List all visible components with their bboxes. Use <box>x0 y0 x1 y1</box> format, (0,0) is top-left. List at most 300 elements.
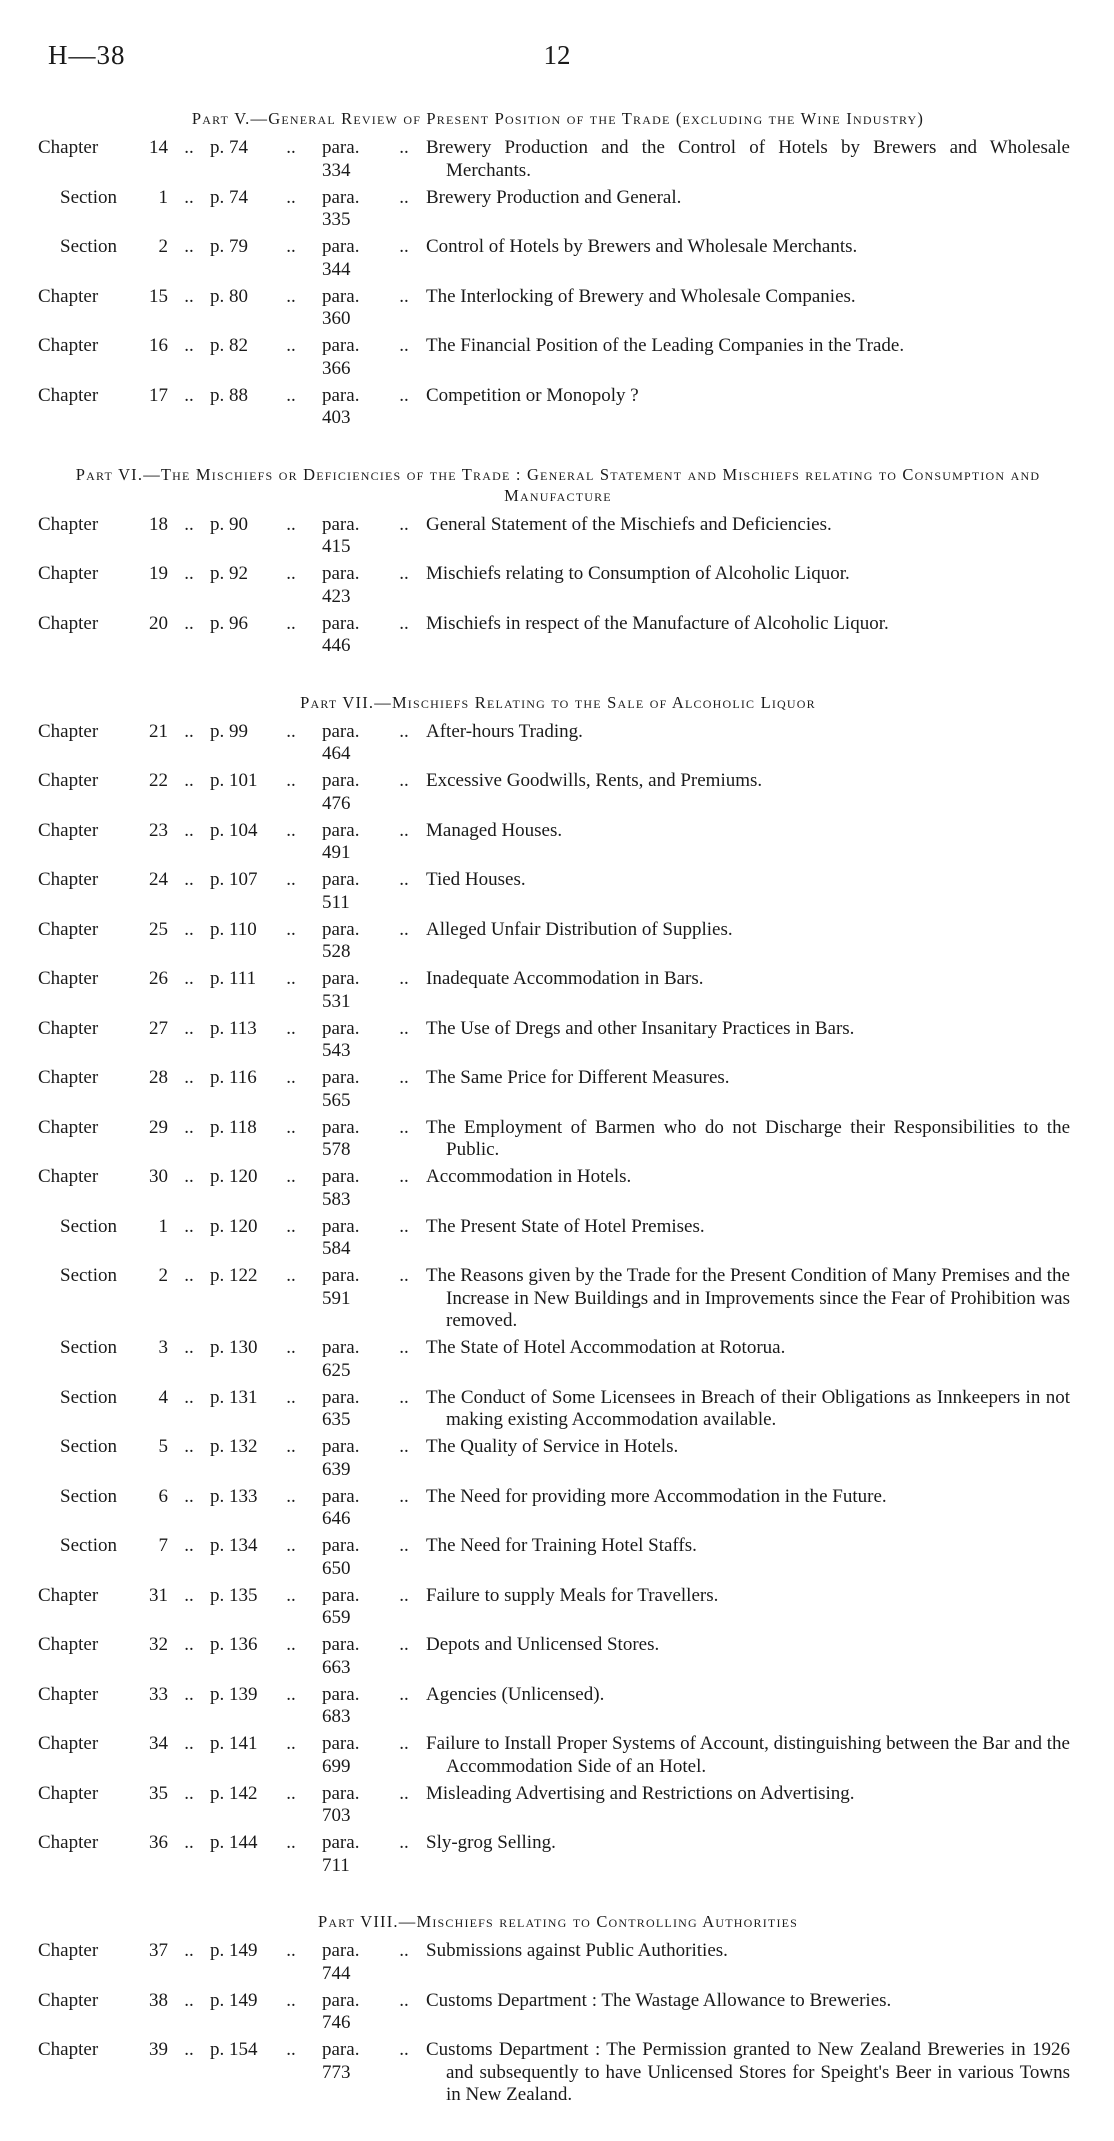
para-reference <box>322 869 382 914</box>
leader-dots: .. <box>399 819 409 841</box>
page-label: p. <box>210 1166 225 1187</box>
entry-title: After-hours Trading. <box>426 720 583 742</box>
para-reference <box>322 1018 382 1063</box>
entry-title: The Reasons given by the Trade for the Present Condition of Many Premises and the Increase in New Buildings and in Improvements since the Fear of Prohibition was removed. <box>426 1265 1070 1331</box>
chapter-entry <box>38 1733 1078 1778</box>
para-value: 584 <box>322 1238 351 1259</box>
page-reference <box>210 385 260 430</box>
entry-title: The Need for providing more Accommodation in the Future. <box>426 1485 887 1507</box>
para-reference <box>322 563 382 608</box>
chapter-entry <box>38 2039 1078 2107</box>
para-reference <box>322 286 382 331</box>
entry-title: Mischiefs relating to Consumption of Alcoholic Liquor. <box>426 563 850 584</box>
para-label: para. <box>322 513 360 535</box>
section-entry <box>38 1265 1078 1333</box>
page-label: p. <box>210 1940 225 1961</box>
leader-dots: .. <box>184 236 194 257</box>
para-value: 366 <box>322 357 351 379</box>
entry-number: 30 <box>149 1166 168 1187</box>
page-reference <box>210 1634 260 1679</box>
page-value: 74 <box>229 186 248 208</box>
para-label: para. <box>322 563 360 584</box>
page-label: p. <box>210 968 225 989</box>
leader-dots: .. <box>399 384 409 406</box>
chapter-entry <box>38 721 1078 766</box>
leader-dots: .. <box>399 1584 409 1606</box>
page-reference <box>210 1783 260 1828</box>
entry-number: 34 <box>149 1733 168 1754</box>
leader-dots: .. <box>184 819 194 841</box>
leader-dots: .. <box>399 1634 409 1655</box>
para-reference <box>322 1436 382 1481</box>
leader-dots: .. <box>286 1634 296 1655</box>
page-value: 132 <box>229 1436 258 1457</box>
part-section <box>38 1911 1078 2107</box>
page-value: 136 <box>229 1634 258 1655</box>
page-value: 107 <box>229 869 258 890</box>
leader-dots: .. <box>286 819 296 841</box>
page-label: p. <box>210 1683 225 1705</box>
leader-dots: .. <box>399 869 409 890</box>
para-value: 511 <box>322 891 350 913</box>
para-value: 491 <box>322 842 351 863</box>
leader-dots: .. <box>399 513 409 535</box>
leader-dots: .. <box>184 918 194 940</box>
leader-dots: .. <box>286 285 296 307</box>
leader-dots: .. <box>286 1116 296 1138</box>
para-reference <box>322 2039 382 2107</box>
entry-number: 19 <box>149 563 168 584</box>
page-value: 130 <box>229 1337 258 1358</box>
page-value: 118 <box>229 1116 257 1138</box>
entry-number: 6 <box>158 1485 168 1507</box>
leader-dots: .. <box>286 1733 296 1754</box>
para-reference <box>322 1684 382 1729</box>
para-reference <box>322 1940 382 1985</box>
entry-number: 33 <box>149 1683 168 1705</box>
chapter-entry <box>38 968 1078 1013</box>
entry-number: 29 <box>149 1116 168 1138</box>
part-heading: Part VI.—The Mischiefs or Deficiencies of the Trade : General Statement and Mischiefs relating to Consumption and Manufacture <box>75 464 1041 505</box>
leader-dots: .. <box>286 1337 296 1358</box>
page-value: 90 <box>229 513 248 535</box>
page-value: 120 <box>229 1166 258 1187</box>
leader-dots: .. <box>399 2039 409 2060</box>
entry-title: Customs Department : The Wastage Allowance to Breweries. <box>426 1989 892 2011</box>
page-value: 142 <box>229 1782 258 1804</box>
entry-kind: Section <box>60 1337 117 1358</box>
page-value: 139 <box>229 1683 258 1705</box>
leader-dots: .. <box>399 1832 409 1853</box>
leader-dots: .. <box>399 563 409 584</box>
page-reference <box>210 1535 260 1580</box>
entry-number: 25 <box>149 918 168 940</box>
leader-dots: .. <box>286 137 296 158</box>
para-label: para. <box>322 384 360 406</box>
entry-title: The Need for Training Hotel Staffs. <box>426 1535 697 1556</box>
entry-kind: Chapter <box>38 1017 99 1039</box>
leader-dots: .. <box>286 1485 296 1507</box>
para-label: para. <box>322 1832 360 1853</box>
entry-title: Mischiefs in respect of the Manufacture of Alcoholic Liquor. <box>426 612 889 634</box>
entry-kind: Chapter <box>38 612 99 634</box>
para-label: para. <box>322 918 360 940</box>
para-reference <box>322 1166 382 1211</box>
entry-kind: Chapter <box>38 770 99 791</box>
entry-number: 24 <box>149 869 168 890</box>
para-label: para. <box>322 1067 360 1088</box>
entry-kind: Chapter <box>38 1584 99 1606</box>
page-label: p. <box>210 770 225 791</box>
chapter-entry <box>38 514 1078 559</box>
page-label: p. <box>210 720 225 742</box>
para-value: 650 <box>322 1557 351 1579</box>
leader-dots: .. <box>286 1386 296 1408</box>
chapter-entry <box>38 1783 1078 1828</box>
page-label: p. <box>210 1265 225 1286</box>
para-label: para. <box>322 1485 360 1507</box>
para-reference <box>322 919 382 964</box>
page-reference <box>210 919 260 964</box>
entry-number: 27 <box>149 1017 168 1039</box>
para-reference <box>322 1733 382 1778</box>
para-value: 683 <box>322 1706 351 1727</box>
entry-number: 3 <box>158 1337 168 1358</box>
page-label: p. <box>210 1337 225 1358</box>
page-reference <box>210 563 260 608</box>
para-label: para. <box>322 236 360 257</box>
leader-dots: .. <box>399 1215 409 1237</box>
page-reference <box>210 869 260 914</box>
section-entry <box>38 236 1078 281</box>
entry-number: 22 <box>149 770 168 791</box>
entry-kind: Chapter <box>38 1683 99 1705</box>
para-reference <box>322 1265 382 1333</box>
leader-dots: .. <box>399 1733 409 1754</box>
page-value: 111 <box>229 968 257 989</box>
leader-dots: .. <box>184 770 194 791</box>
para-label: para. <box>322 1166 360 1187</box>
leader-dots: .. <box>399 612 409 634</box>
page-value: 82 <box>229 335 248 356</box>
leader-dots: .. <box>399 1535 409 1556</box>
leader-dots: .. <box>184 1683 194 1705</box>
page-label: p. <box>210 1535 225 1556</box>
entry-number: 39 <box>149 2039 168 2060</box>
page-reference <box>210 1684 260 1729</box>
para-label: para. <box>322 335 360 356</box>
page-label: p. <box>210 612 225 634</box>
para-label: para. <box>322 1782 360 1804</box>
para-label: para. <box>322 1337 360 1358</box>
page-reference <box>210 1337 260 1382</box>
leader-dots: .. <box>184 968 194 989</box>
para-label: para. <box>322 1634 360 1655</box>
leader-dots: .. <box>286 968 296 989</box>
section-entry <box>38 1436 1078 1481</box>
leader-dots: .. <box>399 1116 409 1138</box>
leader-dots: .. <box>286 612 296 634</box>
chapter-entry <box>38 563 1078 608</box>
entry-number: 36 <box>149 1832 168 1853</box>
entry-kind: Chapter <box>38 1733 99 1754</box>
para-reference <box>322 721 382 766</box>
para-label: para. <box>322 285 360 307</box>
page-label: p. <box>210 1485 225 1507</box>
page-reference <box>210 1265 260 1333</box>
para-value: 583 <box>322 1188 351 1210</box>
page-reference <box>210 968 260 1013</box>
leader-dots: .. <box>286 1017 296 1039</box>
leader-dots: .. <box>286 770 296 791</box>
page-reference <box>210 1585 260 1630</box>
document-reference: H—38 <box>48 40 126 70</box>
page-reference <box>210 613 260 658</box>
page-value: 134 <box>229 1535 258 1556</box>
page-label: p. <box>210 1017 225 1039</box>
leader-dots: .. <box>184 1940 194 1961</box>
chapter-entry <box>38 1832 1078 1877</box>
leader-dots: .. <box>184 1989 194 2011</box>
page-value: 101 <box>229 770 258 791</box>
leader-dots: .. <box>184 1485 194 1507</box>
page-reference <box>210 1940 260 1985</box>
leader-dots: .. <box>184 869 194 890</box>
leader-dots: .. <box>399 335 409 356</box>
entry-number: 1 <box>158 186 168 208</box>
leader-dots: .. <box>184 563 194 584</box>
leader-dots: .. <box>184 1116 194 1138</box>
leader-dots: .. <box>399 1989 409 2011</box>
para-reference <box>322 1067 382 1112</box>
para-label: para. <box>322 1683 360 1705</box>
page-number: 12 <box>543 40 571 70</box>
leader-dots: .. <box>184 1067 194 1088</box>
chapter-entry <box>38 613 1078 658</box>
entry-title: Submissions against Public Authorities. <box>426 1940 728 1961</box>
page-reference <box>210 514 260 559</box>
entry-number: 7 <box>158 1535 168 1556</box>
entry-number: 37 <box>149 1940 168 1961</box>
page-label: p. <box>210 1832 225 1853</box>
para-value: 663 <box>322 1656 351 1678</box>
para-label: para. <box>322 1436 360 1457</box>
leader-dots: .. <box>184 1017 194 1039</box>
entry-title: Managed Houses. <box>426 819 563 841</box>
para-value: 476 <box>322 792 351 814</box>
chapter-entry <box>38 1990 1078 2035</box>
page-reference <box>210 1486 260 1531</box>
leader-dots: .. <box>184 720 194 742</box>
page-label: p. <box>210 1436 225 1457</box>
para-reference <box>322 1832 382 1877</box>
page-value: 92 <box>229 563 248 584</box>
entry-kind: Chapter <box>38 563 99 584</box>
table-of-contents <box>38 108 1078 2141</box>
chapter-entry <box>38 137 1078 182</box>
page-label: p. <box>210 384 225 406</box>
leader-dots: .. <box>184 137 194 158</box>
entry-kind: Chapter <box>38 819 99 841</box>
entry-kind: Chapter <box>38 1116 99 1138</box>
para-reference <box>322 613 382 658</box>
page-label: p. <box>210 819 225 841</box>
chapter-entry <box>38 1067 1078 1112</box>
para-label: para. <box>322 1535 360 1556</box>
entry-title: Customs Department : The Permission granted to New Zealand Breweries in 1926 and subsequently to have Unlicensed Stores for Speight's Beer in various Towns in New Zealand. <box>426 2039 1070 2105</box>
para-label: para. <box>322 1386 360 1408</box>
leader-dots: .. <box>399 968 409 989</box>
chapter-entry <box>38 286 1078 331</box>
leader-dots: .. <box>184 2039 194 2060</box>
page-reference <box>210 1166 260 1211</box>
chapter-entry <box>38 1940 1078 1985</box>
page-reference <box>210 187 260 232</box>
entry-title: Misleading Advertising and Restrictions on Advertising. <box>426 1782 855 1804</box>
para-reference <box>322 1337 382 1382</box>
entry-kind: Section <box>60 1535 117 1556</box>
leader-dots: .. <box>184 1386 194 1408</box>
leader-dots: .. <box>286 869 296 890</box>
entry-title: The Same Price for Different Measures. <box>426 1067 730 1088</box>
entry-number: 38 <box>149 1989 168 2011</box>
page-label: p. <box>210 236 225 257</box>
entry-title: Brewery Production and General. <box>426 186 682 208</box>
page-label: p. <box>210 513 225 535</box>
leader-dots: .. <box>286 384 296 406</box>
leader-dots: .. <box>286 1436 296 1457</box>
entry-title: Agencies (Unlicensed). <box>426 1683 605 1705</box>
entry-kind: Chapter <box>38 1067 99 1088</box>
part-section <box>38 464 1078 658</box>
entry-number: 35 <box>149 1782 168 1804</box>
entry-title: Accommodation in Hotels. <box>426 1166 632 1187</box>
section-entry <box>38 1535 1078 1580</box>
para-value: 464 <box>322 743 351 764</box>
chapter-entry <box>38 820 1078 865</box>
entry-title: Failure to supply Meals for Travellers. <box>426 1584 719 1606</box>
page-value: 80 <box>229 285 248 307</box>
para-reference <box>322 1585 382 1630</box>
para-label: para. <box>322 968 360 989</box>
leader-dots: .. <box>399 918 409 940</box>
page-reference <box>210 1387 260 1432</box>
entry-kind: Section <box>60 1386 117 1408</box>
page-value: 149 <box>229 1989 258 2011</box>
page-reference <box>210 1018 260 1063</box>
chapter-entry <box>38 335 1078 380</box>
para-value: 744 <box>322 1962 351 1984</box>
para-value: 699 <box>322 1755 351 1777</box>
part-section <box>38 692 1078 1878</box>
leader-dots: .. <box>399 186 409 208</box>
para-reference <box>322 335 382 380</box>
entry-number: 21 <box>149 720 168 742</box>
para-label: para. <box>322 1215 360 1237</box>
chapter-entry <box>38 869 1078 914</box>
para-value: 415 <box>322 536 351 557</box>
entry-kind: Chapter <box>38 384 99 406</box>
page-label: p. <box>210 1215 225 1237</box>
page-value: 133 <box>229 1485 258 1507</box>
para-reference <box>322 820 382 865</box>
page-value: 113 <box>229 1017 257 1039</box>
entry-title: Inadequate Accommodation in Bars. <box>426 968 704 989</box>
leader-dots: .. <box>399 236 409 257</box>
leader-dots: .. <box>286 1265 296 1286</box>
page-label: p. <box>210 918 225 940</box>
leader-dots: .. <box>184 1215 194 1237</box>
para-value: 659 <box>322 1607 351 1628</box>
entry-title: The Financial Position of the Leading Companies in the Trade. <box>426 335 905 356</box>
chapter-entry <box>38 1634 1078 1679</box>
para-value: 646 <box>322 1508 351 1529</box>
page-value: 74 <box>229 137 248 158</box>
page-label: p. <box>210 1386 225 1408</box>
entry-number: 16 <box>149 335 168 356</box>
entry-kind: Section <box>60 1215 117 1237</box>
leader-dots: .. <box>184 1337 194 1358</box>
leader-dots: .. <box>184 384 194 406</box>
para-label: para. <box>322 720 360 742</box>
part-heading: Part V.—General Review of Present Position of the Trade (excluding the Wine Industry) <box>191 109 925 128</box>
chapter-entry <box>38 1684 1078 1729</box>
entry-title: The State of Hotel Accommodation at Rotorua. <box>426 1337 786 1358</box>
entry-title: Brewery Production and the Control of Hotels by Brewers and Wholesale Merchants. <box>426 137 1070 181</box>
para-value: 334 <box>322 159 351 181</box>
page-reference <box>210 1990 260 2035</box>
entry-kind: Chapter <box>38 137 99 158</box>
page-value: 144 <box>229 1832 258 1853</box>
page-label: p. <box>210 137 225 158</box>
page-value: 154 <box>229 2039 258 2060</box>
leader-dots: .. <box>184 1535 194 1556</box>
leader-dots: .. <box>399 1683 409 1705</box>
page-reference <box>210 236 260 281</box>
entry-title: The Interlocking of Brewery and Wholesale Companies. <box>426 285 856 307</box>
para-value: 635 <box>322 1409 351 1430</box>
para-value: 543 <box>322 1040 351 1061</box>
entry-title: The Conduct of Some Licensees in Breach of their Obligations as Innkeepers in not making existing Accommodation available. <box>426 1386 1070 1430</box>
leader-dots: .. <box>286 1535 296 1556</box>
entry-kind: Chapter <box>38 1782 99 1804</box>
leader-dots: .. <box>286 1584 296 1606</box>
entry-kind: Chapter <box>38 918 99 940</box>
para-value: 591 <box>322 1287 351 1309</box>
para-value: 773 <box>322 2061 351 2083</box>
para-value: 639 <box>322 1458 351 1480</box>
entry-kind: Section <box>60 186 117 208</box>
page-value: 116 <box>229 1067 257 1088</box>
para-label: para. <box>322 1017 360 1039</box>
leader-dots: .. <box>184 612 194 634</box>
entry-title: Depots and Unlicensed Stores. <box>426 1634 660 1655</box>
para-reference <box>322 385 382 430</box>
leader-dots: .. <box>399 1940 409 1961</box>
entry-kind: Section <box>60 236 117 257</box>
para-label: para. <box>322 770 360 791</box>
page-reference <box>210 721 260 766</box>
para-reference <box>322 1387 382 1432</box>
entry-number: 28 <box>149 1067 168 1088</box>
leader-dots: .. <box>184 1265 194 1286</box>
entry-kind: Chapter <box>38 513 99 535</box>
entry-number: 1 <box>158 1215 168 1237</box>
leader-dots: .. <box>399 1782 409 1804</box>
para-reference <box>322 968 382 1013</box>
page-reference <box>210 1117 260 1162</box>
para-label: para. <box>322 1116 360 1138</box>
